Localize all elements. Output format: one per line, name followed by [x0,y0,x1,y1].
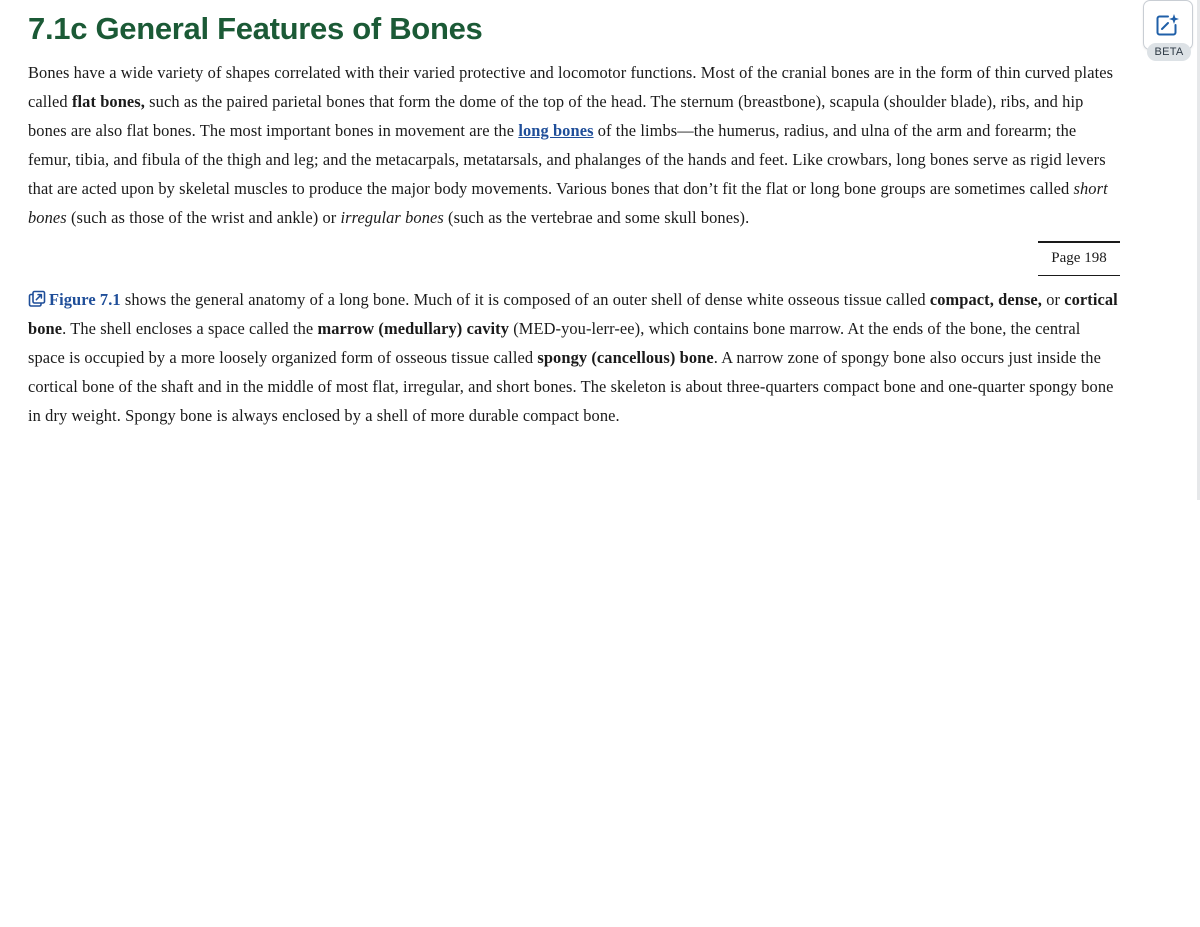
beta-badge: BETA [1147,43,1191,61]
paragraph-text: shows the general anatomy of a long bone. Much of it is composed of an outer shell of dense white osseous tissue called [120,290,930,309]
sparkle-edit-icon [1155,13,1181,37]
long-bones-link[interactable]: long bones [518,121,594,140]
paragraph-text: or [1042,290,1065,309]
page-number-marker: Page 198 [1038,241,1120,276]
term-short-bones: short bones [28,179,1108,227]
reading-content [28,0,1120,430]
paragraph-text: of the limbs—the humerus, radius, and ulna of the arm and forearm; the femur, tibia, and fibula of the thigh and leg; and the metacarpals, metatarsals, and phalanges of the hands and feet. Like crowbars, long bones serve as rigid levers that are acted upon by skeletal muscles to produce the major body movements. Various bones that don’t fit the flat or long bone groups are sometimes called [28,121,1106,198]
external-figure-icon[interactable] [28,288,46,306]
paragraph-text: (such as the vertebrae and some skull bones). [443,208,750,227]
paragraph-long-bone-anatomy [28,285,1120,430]
term-irregular-bones: irregular bones [340,208,444,227]
key-term-marrow-cavity: marrow (medullary) cavity [317,319,510,338]
paragraph-text: . A narrow zone of spongy bone also occurs just inside the cortical bone of the shaft and in the middle of most flat, irregular, and short bones. The skeleton is about three-quarters compact bone and one-quarter spongy bone in dry weight. Spongy bone is always enclosed by a shell of more durable compact bone. [28,348,1114,425]
key-term-spongy-bone: spongy (cancellous) bone [537,348,714,367]
section-title: 7.1c General Features of Bones [28,11,483,46]
page-marker-row [28,241,1120,277]
paragraph-text: (such as those of the wrist and ankle) or [66,208,341,227]
figure-7-1-link[interactable]: Figure 7.1 [49,290,121,309]
paragraph-text: Bones have a wide variety of shapes correlated with their varied protective and locomotor functions. Most of the cranial bones are in the form of thin curved plates called [28,63,1114,111]
key-term-cortical-bone: cortical bone [28,290,1118,338]
paragraph-text: such as the paired parietal bones that form the dome of the top of the head. The sternum (breastbone), scapula (shoulder blade), ribs, and hip bones are also flat bones. The most important bones in movement are the [28,92,1084,140]
paragraph-bone-shapes [28,58,1120,232]
paragraph-text: . The shell encloses a space called the [62,319,318,338]
ai-assistant-widget [1143,0,1193,62]
key-term-compact-dense: compact, dense, [929,290,1042,309]
paragraph-text: (MED-you-lerr-ee), which contains bone marrow. At the ends of the bone, the central space is occupied by a more loosely organized form of osseous tissue called [28,319,1081,367]
key-term-flat-bones: flat bones, [71,92,145,111]
